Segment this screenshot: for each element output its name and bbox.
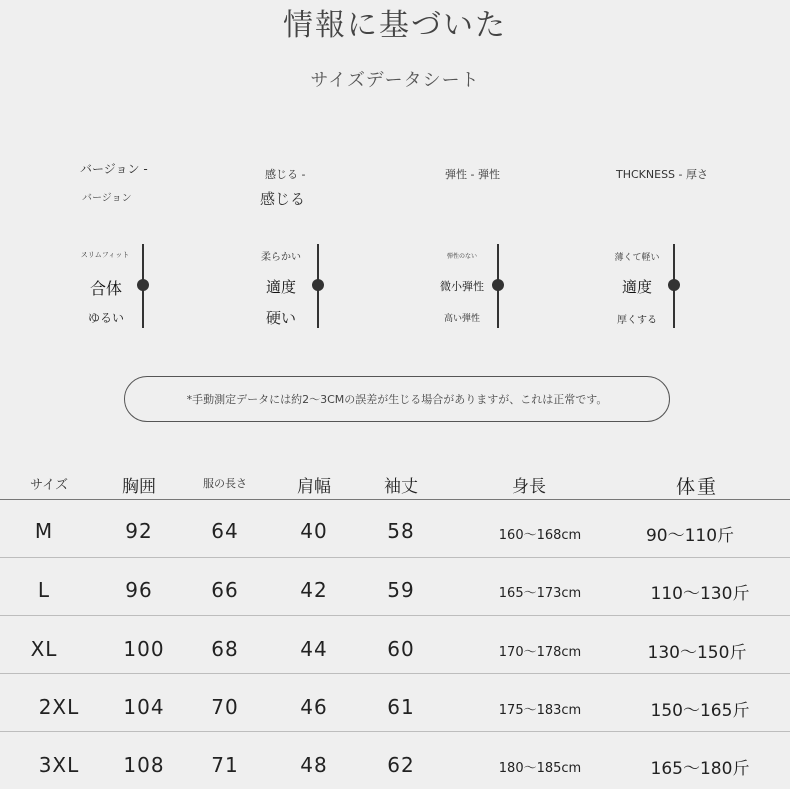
cell-chest: 108 bbox=[123, 753, 165, 777]
attr-feel-sub: 感じる bbox=[260, 190, 306, 208]
cell-size: M bbox=[34, 519, 54, 543]
col-header-length: 服の長さ bbox=[203, 477, 247, 490]
scale-elastic-bot: 高い弾性 bbox=[443, 314, 480, 324]
cell-shoulder: 44 bbox=[300, 637, 328, 661]
table-row bbox=[0, 500, 790, 558]
cell-length: 68 bbox=[211, 637, 239, 661]
col-header-height: 身長 bbox=[512, 477, 546, 497]
cell-height: 170〜178cm bbox=[498, 645, 582, 660]
cell-sleeve: 60 bbox=[387, 637, 415, 661]
scale-elastic-top: 弾性のない bbox=[446, 253, 477, 260]
scale-elastic-marker bbox=[492, 279, 504, 291]
cell-chest: 100 bbox=[123, 637, 165, 661]
cell-sleeve: 61 bbox=[387, 695, 415, 719]
cell-length: 64 bbox=[211, 519, 239, 543]
cell-height: 175〜183cm bbox=[498, 703, 582, 718]
cell-weight: 90〜110斤 bbox=[645, 526, 735, 546]
scale-feel-mid: 適度 bbox=[265, 278, 296, 296]
measurement-note: *手動測定データには約2〜3CMの誤差が生じる場合がありますが、これは正常です。 bbox=[124, 376, 670, 422]
scale-fit-top: スリムフィット bbox=[80, 251, 130, 259]
attr-version-head: バージョン - bbox=[80, 162, 148, 176]
attr-elastic-head: 弾性 - 弾性 bbox=[445, 168, 500, 181]
cell-shoulder: 46 bbox=[300, 695, 328, 719]
col-header-size: サイズ bbox=[30, 478, 68, 493]
cell-height: 160〜168cm bbox=[498, 528, 582, 543]
cell-weight: 150〜165斤 bbox=[650, 701, 750, 721]
scale-fit-bot: ゆるい bbox=[87, 311, 124, 325]
cell-shoulder: 42 bbox=[300, 578, 328, 602]
col-header-sleeve: 袖丈 bbox=[384, 477, 418, 497]
cell-size: XL bbox=[30, 637, 58, 661]
cell-chest: 92 bbox=[125, 519, 153, 543]
attr-version-sub: バージョン bbox=[82, 193, 132, 204]
cell-chest: 96 bbox=[125, 578, 153, 602]
scale-thick-marker bbox=[668, 279, 680, 291]
cell-height: 165〜173cm bbox=[498, 586, 582, 601]
cell-weight: 110〜130斤 bbox=[650, 584, 750, 604]
cell-length: 71 bbox=[211, 753, 239, 777]
cell-height: 180〜185cm bbox=[498, 761, 582, 776]
scale-elastic-mid: 微小弾性 bbox=[440, 280, 484, 293]
attr-feel-head: 感じる - bbox=[265, 168, 306, 181]
scale-thick-top: 薄くて軽い bbox=[614, 253, 660, 263]
col-header-weight: 体重 bbox=[675, 476, 718, 498]
attr-thickness-head: THCKNESS - 厚さ bbox=[616, 168, 708, 181]
col-header-shoulder: 肩幅 bbox=[297, 477, 331, 497]
cell-size: 2XL bbox=[38, 695, 80, 719]
scale-feel-bot: 硬い bbox=[265, 309, 296, 327]
cell-shoulder: 40 bbox=[300, 519, 328, 543]
scale-thick-mid: 適度 bbox=[621, 278, 652, 296]
table-row bbox=[0, 616, 790, 674]
table-row bbox=[0, 674, 790, 732]
table-row bbox=[0, 558, 790, 616]
scale-feel-top: 柔らかい bbox=[261, 252, 301, 263]
page-subtitle: サイズデータシート bbox=[310, 70, 480, 91]
cell-size: 3XL bbox=[38, 753, 80, 777]
cell-sleeve: 62 bbox=[387, 753, 415, 777]
scale-thick-bot: 厚くする bbox=[617, 315, 657, 326]
cell-size: L bbox=[37, 578, 51, 602]
scale-fit-mid: 合体 bbox=[89, 279, 122, 298]
table-row bbox=[0, 732, 790, 789]
col-header-chest: 胸囲 bbox=[122, 477, 156, 497]
cell-shoulder: 48 bbox=[300, 753, 328, 777]
cell-length: 66 bbox=[211, 578, 239, 602]
cell-length: 70 bbox=[211, 695, 239, 719]
cell-weight: 130〜150斤 bbox=[647, 643, 747, 663]
scale-fit-marker bbox=[137, 279, 149, 291]
scale-feel-marker bbox=[312, 279, 324, 291]
cell-sleeve: 59 bbox=[387, 578, 415, 602]
cell-sleeve: 58 bbox=[387, 519, 415, 543]
page-title: 情報に基づいた bbox=[283, 8, 507, 43]
cell-weight: 165〜180斤 bbox=[650, 759, 750, 779]
cell-chest: 104 bbox=[123, 695, 165, 719]
